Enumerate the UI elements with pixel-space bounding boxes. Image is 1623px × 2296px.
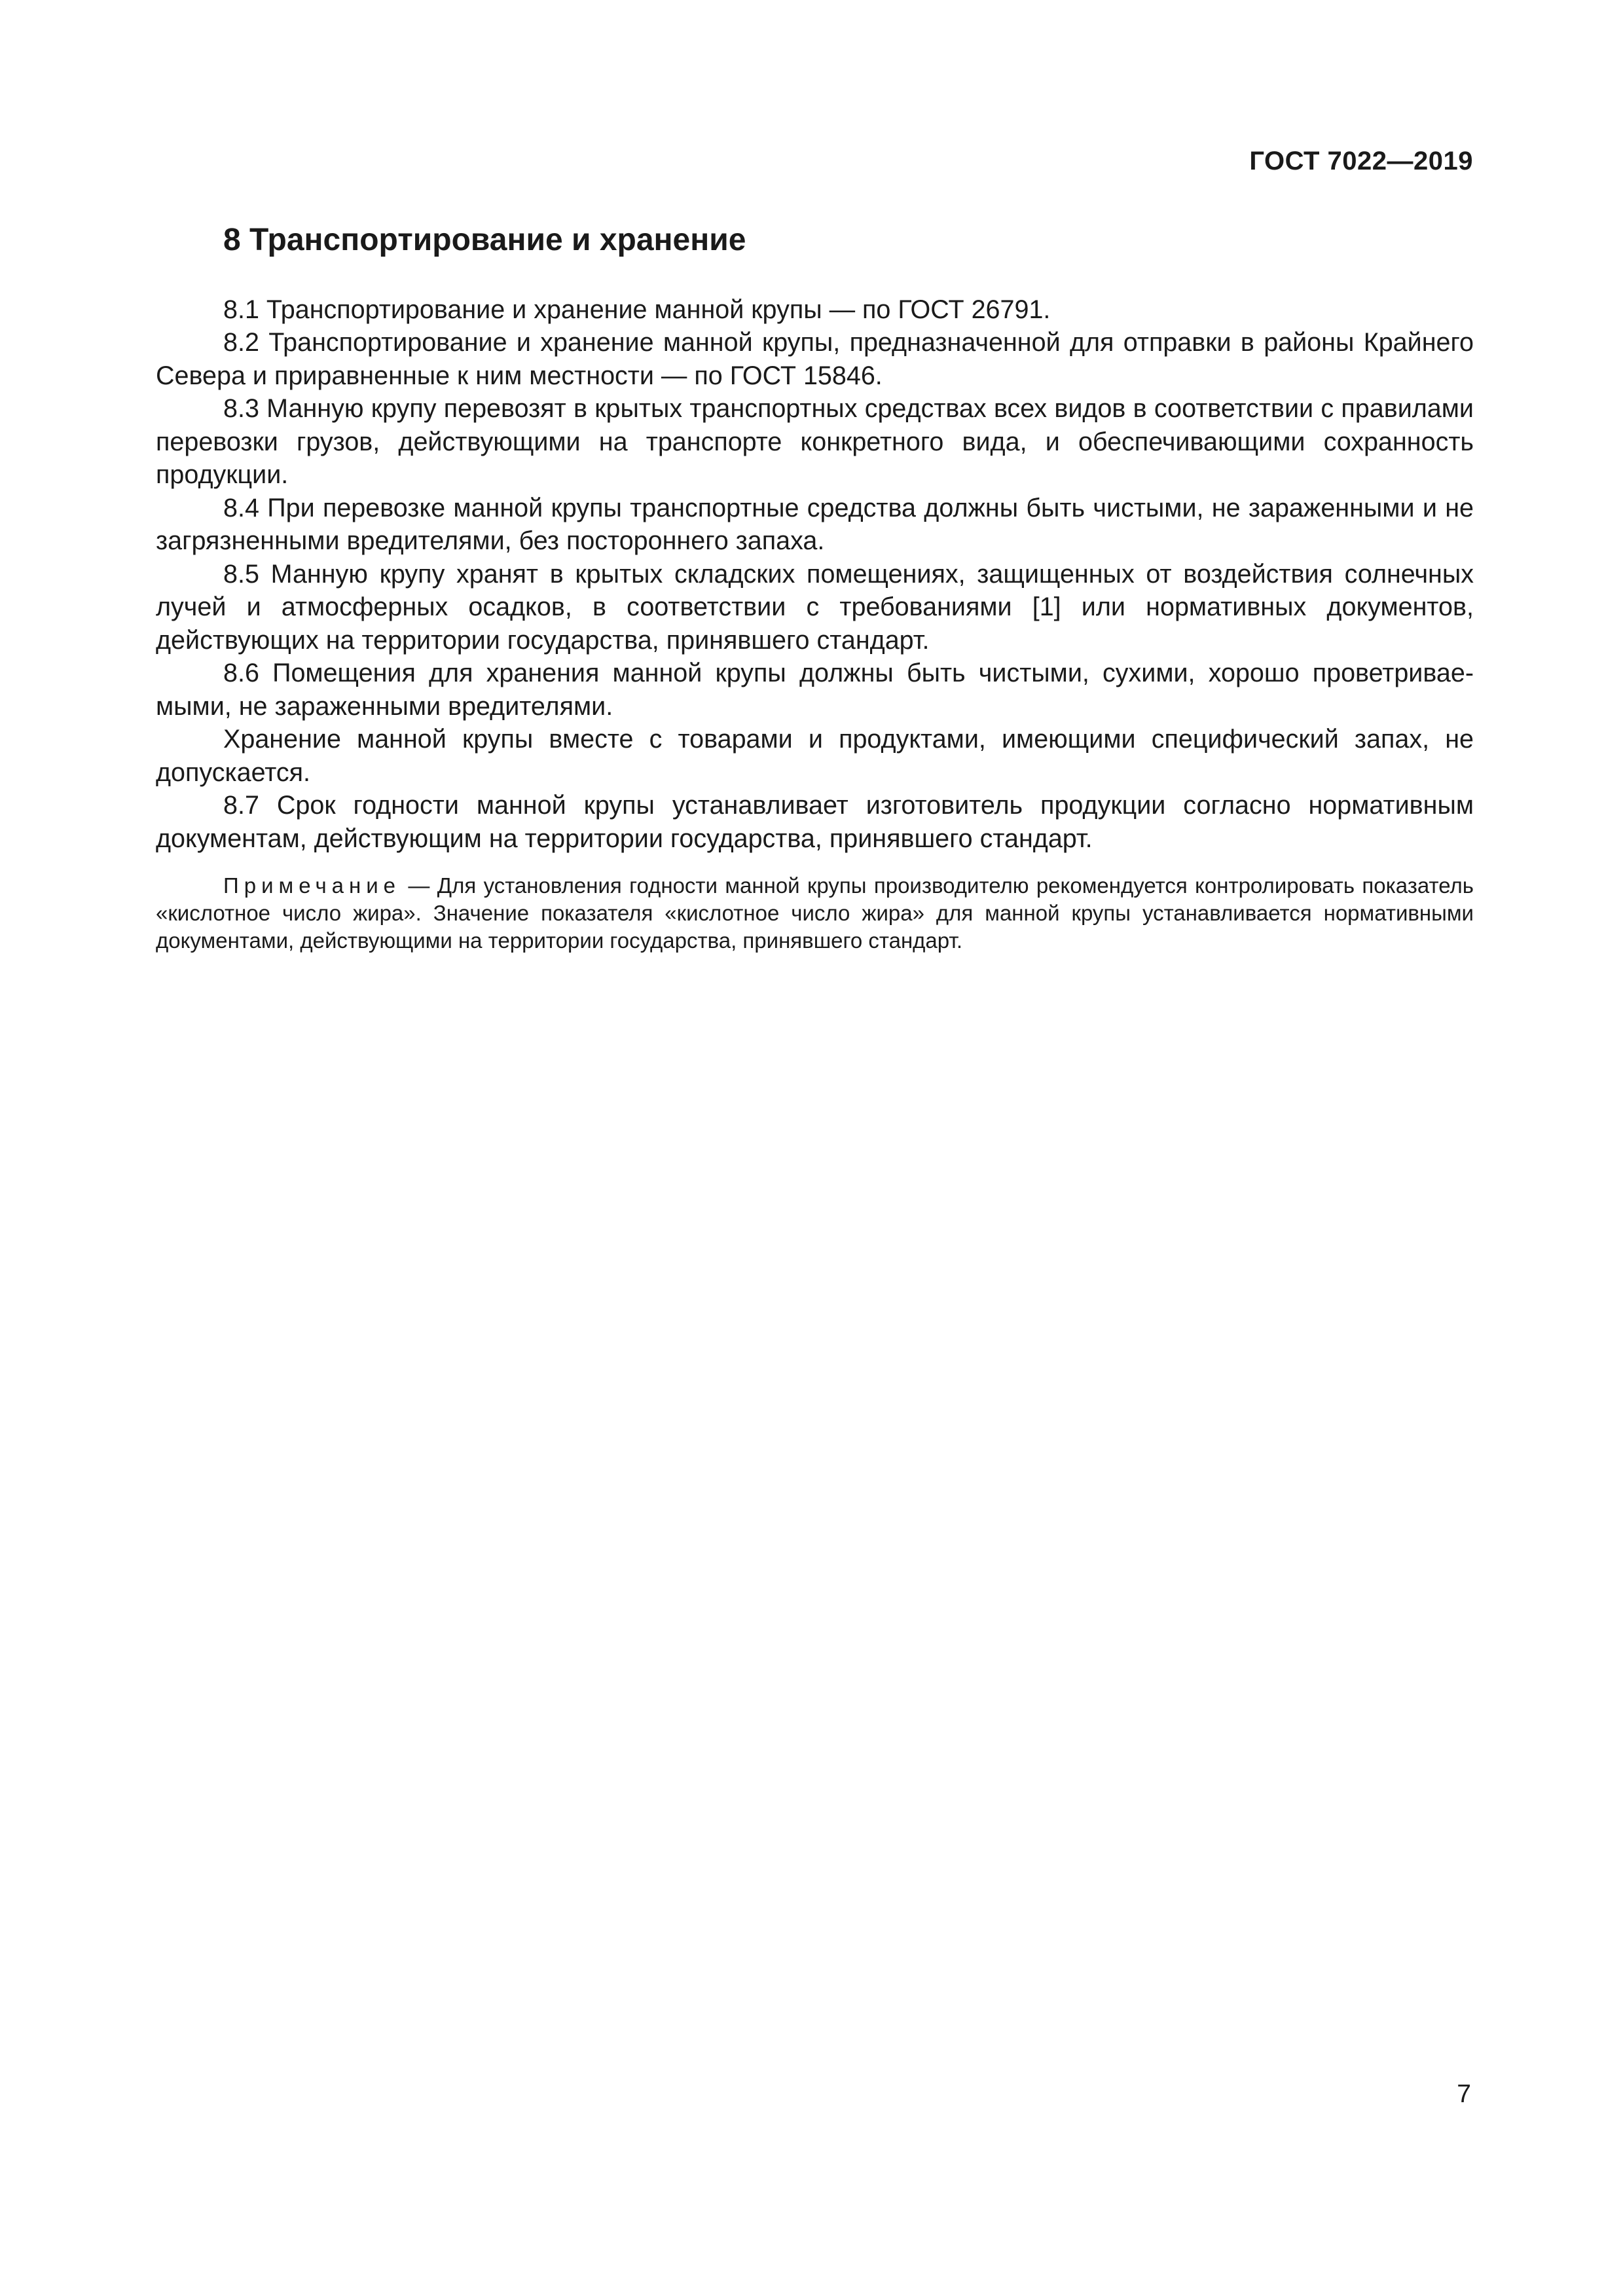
note-text: — Для установления годности манной крупы производителю рекомендуется контролировать показатель «кислотное число жира». Значение показателя «кислотное число жира» для манной крупы устанавливается нормативными документами, действующими на территории государства, принявшего стандарт. [156, 873, 1474, 953]
note [156, 872, 1474, 955]
paragraph-8-7: 8.7 Срок годности манной крупы устанавливает изготовитель продукции согласно нормативным документам, действующим на территории государства, принявшего стандарт. [156, 791, 1474, 853]
section-content [156, 221, 1474, 955]
paragraph-8-2: 8.2 Транспортирование и хранение манной крупы, предназначенной для отправки в районы Крайнего Севера и приравненные к ним местности — по ГОСТ 15846. [156, 328, 1474, 390]
paragraph-8-5: 8.5 Манную крупу хранят в крытых складских помещениях, защищенных от воздействия солнечных лучей и атмосферных осадков, в соответствии с требованиями [1] или нормативных документов, действующих на территории государства, принявшего стандарт. [156, 559, 1474, 655]
note-label: Примечание [223, 873, 401, 898]
paragraph-8-6: 8.6 Помещения для хранения манной крупы должны быть чистыми, сухими, хорошо проветриваемыми, не зараженными вредителями. [156, 659, 1474, 721]
paragraph-8-3: 8.3 Манную крупу перевозят в крытых транспортных средствах всех видов в соответствии с правилами перевозки грузов, действующими на транспорте конкретного вида, и обеспечивающими сохранность продукции. [156, 394, 1474, 490]
paragraph-storage-restriction: Хранение манной крупы вместе с товарами и продуктами, имеющими специфический запах, не допускается. [156, 725, 1474, 787]
section-title: 8 Транспортирование и хранение [223, 223, 746, 257]
standard-code-header: ГОСТ 7022—2019 [1249, 147, 1473, 175]
page-number: 7 [1457, 2080, 1471, 2108]
paragraph-8-4: 8.4 При перевозке манной крупы транспортные средства должны быть чистыми, не зараженными и не загрязненными вредителями, без постороннего запаха. [156, 493, 1474, 556]
paragraph-8-1: 8.1 Транспортирование и хранение манной крупы — по ГОСТ 26791. [223, 295, 1051, 324]
